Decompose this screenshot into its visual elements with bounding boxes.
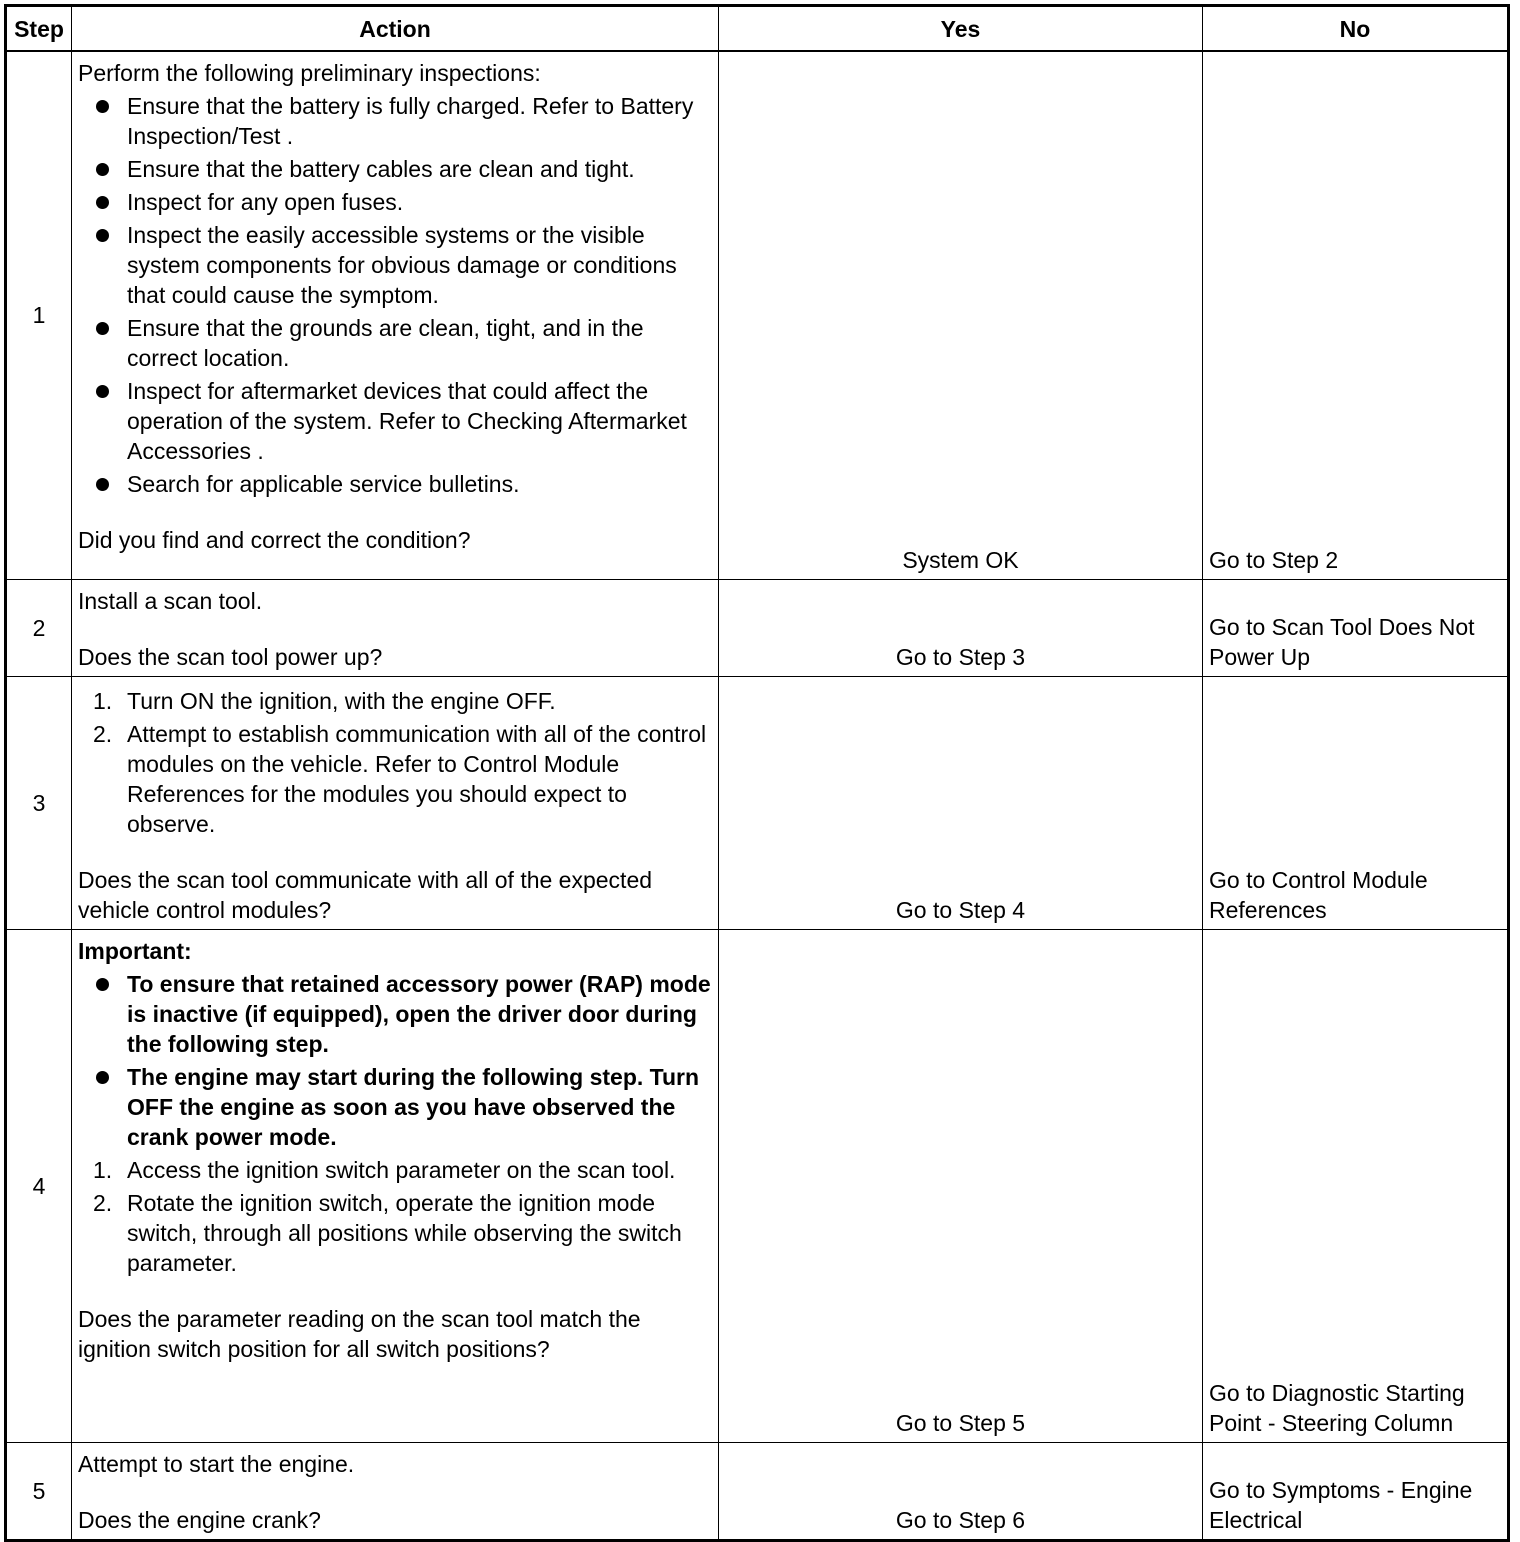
yes-cell: Go to Step 3 <box>719 579 1203 676</box>
list-item: The engine may start during the following step. Turn OFF the engine as soon as you have observed the crank power mode. <box>78 1062 712 1152</box>
yes-cell: System OK <box>719 51 1203 579</box>
diagnostic-table <box>4 4 1510 1542</box>
action-cell <box>72 1442 719 1540</box>
no-cell: Go to Control Module References <box>1203 676 1509 929</box>
item-number: 1. <box>93 687 113 714</box>
item-text: Access the ignition switch parameter on the scan tool. <box>127 1156 676 1183</box>
list-item: To ensure that retained accessory power (RAP) mode is inactive (if equipped), open the driver door during the following step. <box>78 969 712 1059</box>
item-text: Attempt to establish communication with all of the control modules on the vehicle. Refer to Control Module References for the modules you should expect to observe. <box>127 720 707 837</box>
yes-cell: Go to Step 6 <box>719 1442 1203 1540</box>
list-item: Search for applicable service bulletins. <box>78 469 712 499</box>
no-cell: Go to Symptoms - Engine Electrical <box>1203 1442 1509 1540</box>
step-number: 5 <box>6 1442 72 1540</box>
table-row <box>6 929 1509 1442</box>
list-item: Ensure that the grounds are clean, tight, and in the correct location. <box>78 313 712 373</box>
action-cell <box>72 579 719 676</box>
action-cell <box>72 929 719 1442</box>
action-intro: Attempt to start the engine. <box>78 1450 355 1477</box>
yes-cell: Go to Step 5 <box>719 929 1203 1442</box>
item-text: Rotate the ignition switch, operate the ignition mode switch, through all positions while observing the switch parameter. <box>127 1189 682 1276</box>
action-cell <box>72 676 719 929</box>
item-number: 2. <box>93 720 113 747</box>
important-label: Important: <box>78 937 192 964</box>
list-item: Ensure that the battery is fully charged. Refer to Battery Inspection/Test . <box>78 91 712 151</box>
list-item <box>78 686 712 716</box>
table-row <box>6 51 1509 579</box>
action-intro: Perform the following preliminary inspections: <box>78 60 541 86</box>
yes-cell: Go to Step 4 <box>719 676 1203 929</box>
list-item <box>78 719 712 839</box>
no-cell: Go to Diagnostic Starting Point - Steering Column <box>1203 929 1509 1442</box>
header-no: No <box>1203 6 1509 52</box>
header-yes: Yes <box>719 6 1203 52</box>
table-row <box>6 676 1509 929</box>
important-list <box>78 969 712 1152</box>
list-item: Inspect the easily accessible systems or the visible system components for obvious damage or conditions that could cause the symptom. <box>78 220 712 310</box>
action-question: Does the scan tool communicate with all of the expected vehicle control modules? <box>78 866 653 923</box>
action-cell <box>72 51 719 579</box>
step-number: 1 <box>6 51 72 579</box>
procedure-list <box>78 686 712 839</box>
action-intro: Install a scan tool. <box>78 587 263 614</box>
table-row <box>6 1442 1509 1540</box>
step-number: 3 <box>6 676 72 929</box>
inspection-list <box>78 91 712 499</box>
table-row <box>6 579 1509 676</box>
action-question: Does the parameter reading on the scan tool match the ignition switch position for all switch positions? <box>78 1305 641 1362</box>
list-item: Inspect for any open fuses. <box>78 187 712 217</box>
list-item <box>78 1155 712 1185</box>
procedure-list <box>78 1155 712 1278</box>
no-cell: Go to Step 2 <box>1203 51 1509 579</box>
step-number: 2 <box>6 579 72 676</box>
header-action: Action <box>72 6 719 52</box>
item-number: 2. <box>93 1189 113 1216</box>
list-item: Ensure that the battery cables are clean and tight. <box>78 154 712 184</box>
header-row <box>6 6 1509 52</box>
step-number: 4 <box>6 929 72 1442</box>
list-item <box>78 1188 712 1278</box>
item-number: 1. <box>93 1156 113 1183</box>
action-question: Did you find and correct the condition? <box>78 527 471 553</box>
action-question: Does the engine crank? <box>78 1506 321 1533</box>
list-item: Inspect for aftermarket devices that could affect the operation of the system. Refer to Checking Aftermarket Accessories . <box>78 376 712 466</box>
no-cell: Go to Scan Tool Does Not Power Up <box>1203 579 1509 676</box>
header-step: Step <box>6 6 72 52</box>
action-question: Does the scan tool power up? <box>78 643 383 670</box>
item-text: Turn ON the ignition, with the engine OFF. <box>127 687 556 714</box>
